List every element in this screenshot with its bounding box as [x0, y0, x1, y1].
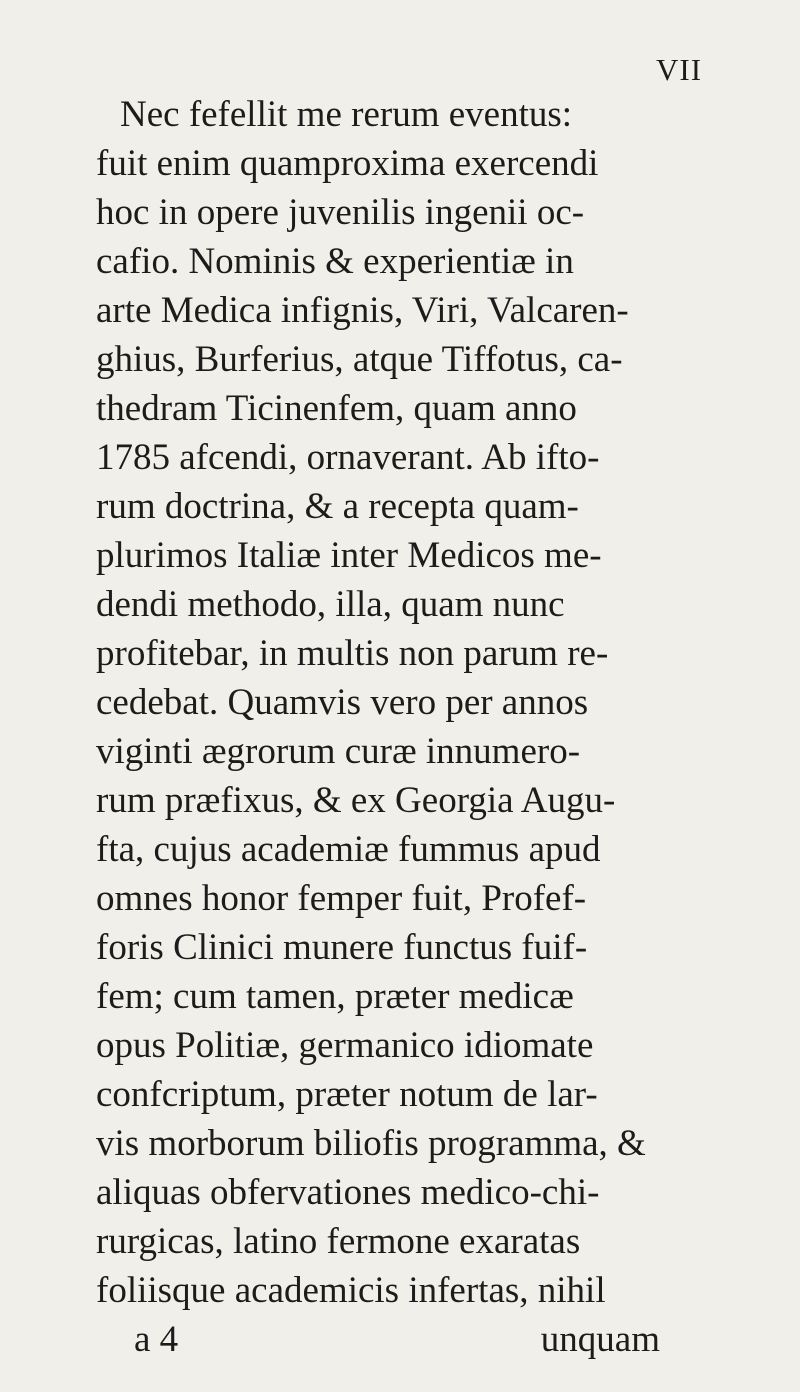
page-number: VII	[656, 52, 703, 87]
text-line: hoc in opere juvenilis ingenii oc-	[96, 192, 585, 233]
text-line: opus Politiæ, germanico idiomate	[96, 1025, 594, 1066]
text-line: profitebar, in multis non parum re-	[96, 633, 609, 674]
text-line: arte Medica infignis, Viri, Valcaren-	[96, 290, 629, 331]
text-line: fem; cum tamen, præter medicæ	[96, 976, 574, 1017]
text-line: rum doctrina, & a recepta quam-	[96, 486, 579, 527]
text-line: rurgicas, latino fermone exaratas	[96, 1221, 581, 1262]
text-line: cedebat. Quamvis vero per annos	[96, 682, 589, 723]
text-line: confcriptum, præter notum de lar-	[96, 1074, 598, 1115]
text-line: Nec fefellit me rerum eventus:	[120, 94, 573, 135]
footer-line	[96, 1315, 662, 1364]
text-line: plurimos Italiæ inter Medicos me-	[96, 535, 602, 576]
text-line: viginti ægrorum curæ innumero-	[96, 731, 581, 772]
text-line: cafio. Nominis & experientiæ in	[96, 241, 574, 282]
text-line: foliisque academicis infertas, nihil	[96, 1270, 606, 1311]
text-line: ghius, Burferius, atque Tiffotus, ca-	[96, 339, 623, 380]
text-line: omnes honor femper fuit, Profef-	[96, 878, 587, 919]
text-line: fta, cujus academiæ fummus apud	[96, 829, 601, 870]
text-line: vis morborum biliofis programma, &	[96, 1123, 646, 1164]
text-line: thedram Ticinenfem, quam anno	[96, 388, 577, 429]
text-line: foris Clinici munere functus fuif-	[96, 927, 588, 968]
text-line: 1785 afcendi, ornaverant. Ab ifto-	[96, 437, 600, 478]
text-line: aliquas obfervationes medico-chi-	[96, 1172, 600, 1213]
signature-mark: a 4	[134, 1319, 179, 1360]
body-text	[96, 90, 662, 1364]
text-line: dendi methodo, illa, quam nunc	[96, 584, 565, 625]
text-line: rum præfixus, & ex Georgia Augu-	[96, 780, 616, 821]
catchword: unquam	[540, 1319, 660, 1360]
text-line: fuit enim quamproxima exercendi	[96, 143, 599, 184]
